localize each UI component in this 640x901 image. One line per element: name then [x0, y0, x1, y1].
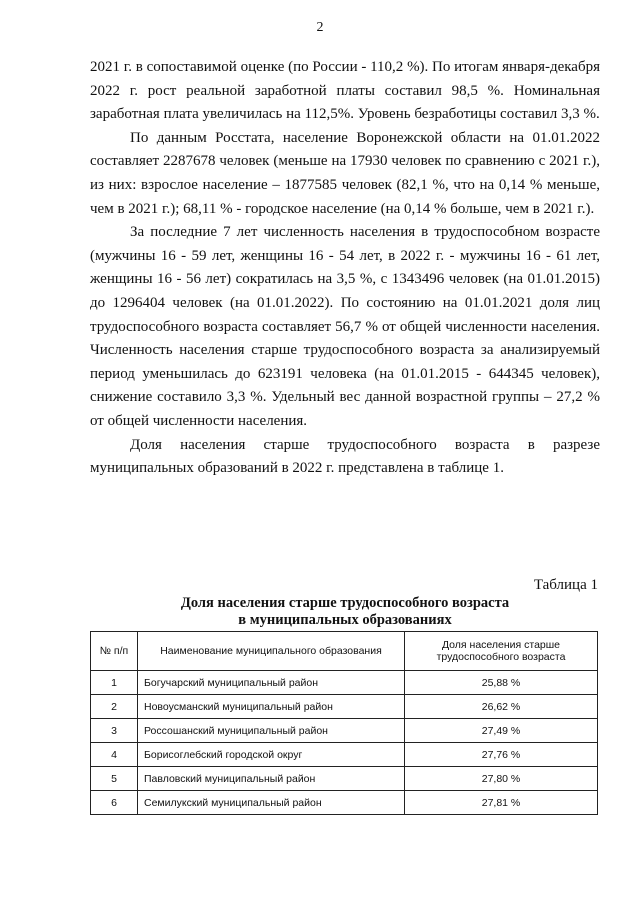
row-share: 27,76 % — [405, 743, 598, 767]
row-share: 27,81 % — [405, 791, 598, 815]
table-header-row — [91, 632, 598, 671]
table-row — [91, 671, 598, 695]
row-name: Семилукский муниципальный район — [138, 791, 405, 815]
table-title-line2: в муниципальных образованиях — [238, 612, 452, 628]
row-share: 27,80 % — [405, 767, 598, 791]
table-row — [91, 791, 598, 815]
municipal-share-table — [90, 631, 598, 815]
header-name: Наименование муниципального образования — [138, 632, 405, 671]
body-text — [90, 56, 600, 481]
table-row — [91, 695, 598, 719]
paragraph-wages: 2021 г. в сопоставимой оценке (по России - 110,2 %). По итогам января-декабря 2022 г. рост реальной заработной платы составил 98,5 %. Номинальная заработная плата увеличилась на 112,5%. Уровень безработицы составил 3,3 %. — [90, 59, 600, 123]
row-num: 5 — [91, 767, 138, 791]
row-num: 2 — [91, 695, 138, 719]
row-num: 4 — [91, 743, 138, 767]
row-num: 6 — [91, 791, 138, 815]
row-share: 27,49 % — [405, 719, 598, 743]
row-name: Богучарский муниципальный район — [138, 671, 405, 695]
row-share: 26,62 % — [405, 695, 598, 719]
table-title-line1: Доля населения старше трудоспособного возраста — [180, 595, 510, 611]
row-share: 25,88 % — [405, 671, 598, 695]
table-row — [91, 743, 598, 767]
row-name: Павловский муниципальный район — [138, 767, 405, 791]
row-num: 1 — [91, 671, 138, 695]
table-row — [91, 767, 598, 791]
row-name: Россошанский муниципальный район — [138, 719, 405, 743]
paragraph-table-intro: Доля населения старше трудоспособного возраста в разрезе муниципальных образований в 2022 г. представлена в таблице 1. — [90, 436, 600, 477]
header-share: Доля населения старше трудоспособного возраста — [405, 632, 598, 671]
table-label: Таблица 1 — [533, 577, 598, 593]
header-num: № п/п — [91, 632, 138, 671]
row-name: Борисоглебский городской округ — [138, 743, 405, 767]
row-name: Новоусманский муниципальный район — [138, 695, 405, 719]
row-num: 3 — [91, 719, 138, 743]
page-number: 2 — [316, 20, 324, 35]
paragraph-population: По данным Росстата, население Воронежской области на 01.01.2022 составляет 2287678 человек (меньше на 17930 человек по сравнению с 2021 г.), из них: взрослое население – 1877585 человек (82,1 %, что на 0,14 % меньше, чем в 2021 г.); 68,11 % - городское население (на 0,14 % больше, чем в 2021 г.). — [90, 129, 600, 217]
paragraph-working-age: За последние 7 лет численность населения в трудоспособном возрасте (мужчины 16 - 59 лет, женщины 16 - 54 лет, в 2022 г. - мужчины 16 - 61 лет, женщины 16 - 56 лет) сократилась на 3,5 %, с 1343496 человек (на 01.01.2015) до 1296404 человек (на 01.01.2022). По состоянию на 01.01.2021 доля лиц трудоспособного возраста составляет 56,7 % от общей численности населения. Численность населения старше трудоспособного возраста за анализируемый период уменьшилась до 623191 человека (на 01.01.2015 - 644345 человек), снижение составило 3,3 %. Удельный вес данной возрастной группы – 27,2 % от общей численности населения. — [90, 224, 600, 429]
table-title — [90, 595, 600, 629]
table-row — [91, 719, 598, 743]
